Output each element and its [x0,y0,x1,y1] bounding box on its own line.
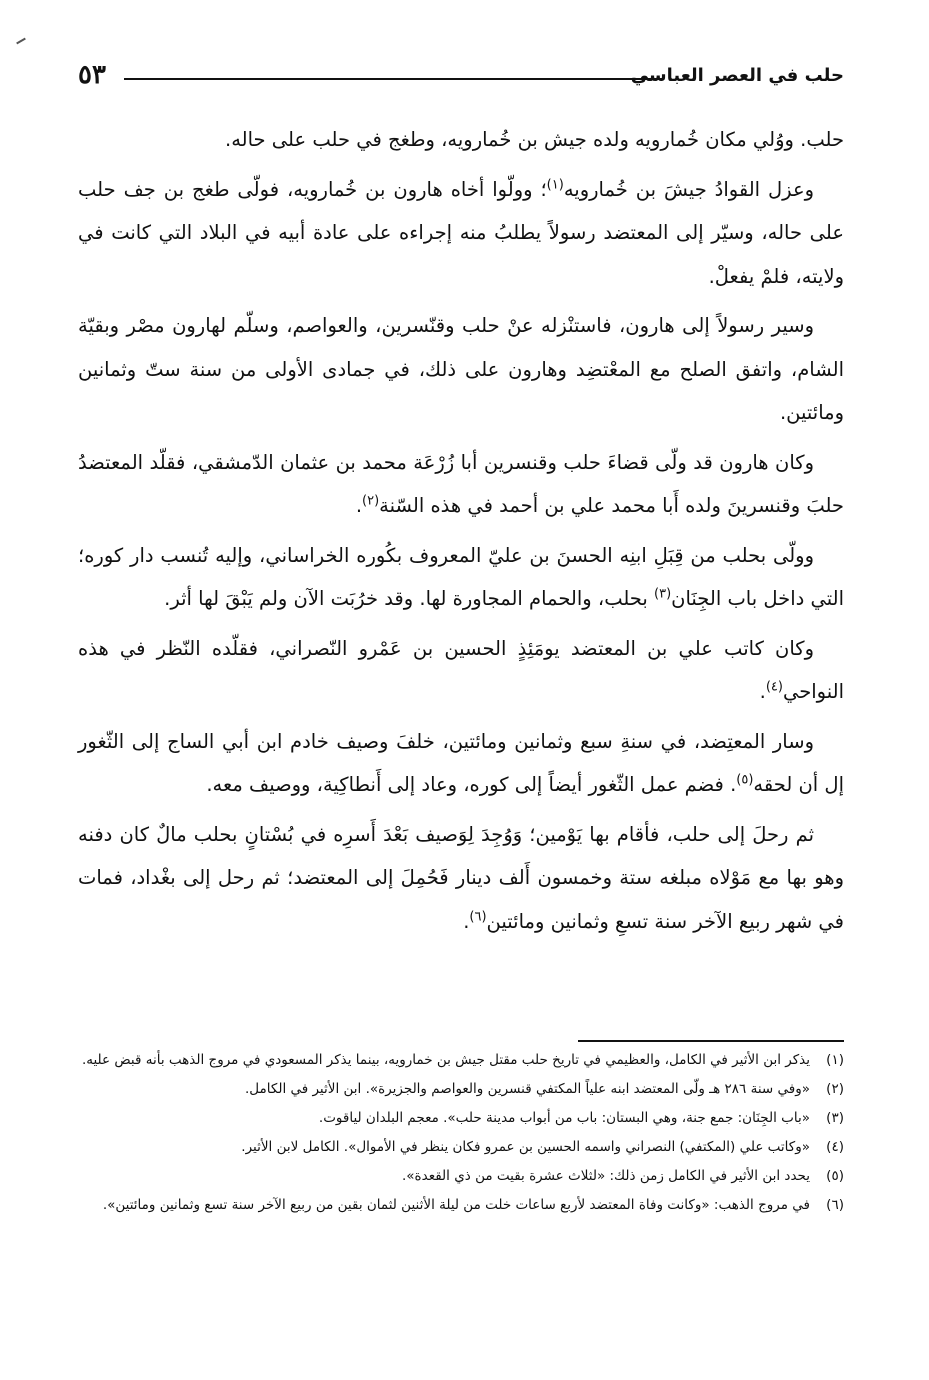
paragraph-4: وكان هارون قد ولّى قضاءَ حلب وقنسرين أبا زُرْعَة محمد بن عثمان الدّمشقي، فقلّد المعتضدُ حلبَ وقنسرينَ ولده أَبا محمد علي بن أحمد في هذه السّنة$^{(٢)}$. [78,450,844,517]
paragraph-2-part-b: ؛ وولّوا أخاه هارون بن خُمارويه، فولّى طغج بن جف حلب على حاله، وسيّر إلى المعتضد رسولاً يطلبُ منه إجراءه على عادة أبيه في البلاد التي كانت في ولايته، فلمْ يفعلْ. [78,177,844,288]
footnote-text: يذكر ابن الأثير في الكامل، والعظيمي في تاريخ حلب مقتل جيش بن خمارويه، بينما يذكر المسعودي في مروج الذهب بأنه قبض عليه. [81,1052,810,1068]
footnote-number: (٢) [826,1081,844,1097]
paragraph-3: وسير رسولاً إلى هارون، فاستنْزله عنْ حلب وقنّسرين، والعواصم، وسلّم لهارون مصْر وبقيّة الشام، واتفق الصلح مع المعْتضِد وهارون على ذلك، في جمادى الأولى من سنة ستّ وثمانين ومائتين. [78,314,844,424]
footnote-3 [78,1106,844,1131]
paragraph-2-part-a: وعزل القوادُ جيشَ بن خُمارويه [563,177,814,201]
footnote-number: (٥) [826,1168,844,1184]
footnote-1 [78,1048,844,1073]
paragraph-8: ثم رحلَ إلى حلب، فأقام بها يَوْمين؛ وَوُجِدَ لِوَصيف بَعْدَ أَسرِه في بُسْتانٍ بحلب مالٌ كان دفنه وهو بها مع مَوْلاه مبلغه ستة وخمسون أَلف دينار فَحُمِلَ إلى المعتضد؛ ثم رحل إلى بغْداد، فمات في شهر ربيع الآخر سنة تسعِ وثمانين ومائتين$^{(٦)}$. [78,822,844,933]
footnotes [78,1048,844,1222]
footnote-text: يحدد ابن الأثير في الكامل زمن ذلك: «لثلاث عشرة بقيت من ذي القعدة». [402,1168,810,1184]
footnote-number: (٦) [826,1197,844,1213]
footnote-ref-3[interactable]: (٣) [654,586,672,602]
footnote-ref-6[interactable]: (٦) [469,909,487,924]
footnote-2 [78,1077,844,1102]
footnote-5 [78,1164,844,1189]
paragraph-6: وكان كاتب علي بن المعتضد يومَئِذٍ الحسين بن عَمْرو النّصراني، فقلّده النّظر في هذه النواحي$^{(٤)}$. [78,636,844,703]
sentence-end: . [759,680,766,703]
footnote-6 [78,1193,844,1218]
scan-mark [16,38,26,45]
footnote-ref-2[interactable]: (٢) [362,493,380,509]
footnote-ref-4[interactable]: (٤) [765,679,783,695]
sentence-end: . [463,909,470,933]
footnote-number: (٣) [826,1110,844,1126]
paragraph-7: وسار المعتِضد، في سنةِ سبع وثمانين ومائتين، خلفَ وصيف خادم ابن أبي الساج إلى الثّغور إل أن لحقه$^{(٥)}$. فضم عمل الثّغور أيضاً إلى كوره، وعاد إلى أَنطاكِية، ووصيف معه. [78,729,844,796]
footnote-text: في مروج الذهب: «وكانت وفاة المعتضد لأربع ساعات خلت من ليلة الأثنين لثمان بقين من ربيع الآخر سنة تسع وثمانين ومائتين». [102,1197,810,1213]
footnote-divider [578,1040,844,1042]
sentence-end: . [355,494,363,517]
running-title: حلب في العصر العباسي [630,65,844,86]
footnote-ref-5[interactable]: (٥) [736,772,754,788]
footnote-number: (١) [826,1052,844,1068]
running-header [78,58,844,98]
footnote-text: «وفي سنة ٢٨٦ هـ ولّى المعتضد ابنه علياً المكتفي قنسرين والعواصم والجزيرة». ابن الأثير في الكامل. [245,1081,810,1097]
footnote-4 [78,1135,844,1160]
footnote-number: (٤) [826,1139,844,1155]
header-rule [124,78,664,80]
paragraph-1: حلب. ووُلي مكان خُمارويه ولده جيش بن خُمارويه، وطغج في حلب على حاله. [225,128,844,151]
body-text [78,118,844,949]
paragraph-5: وولّى بحلب من قِبَلِ ابنِه الحسنَ بن عليّ المعروف بكُوره الخراساني، وإليه تُنسب دار كوره؛ التي داخل باب الجِنَان$^{(٣)}$ بحلب، والحمام المجاورة لها. وقد خرُبَت الآن ولم يَبْقَ لها أثر. [78,543,844,610]
page-number: ٥٣ [78,60,106,90]
footnote-ref-1[interactable]: (١) [546,177,564,192]
footnote-text: «وكاتب علي (المكتفي) النصراني واسمه الحسين بن عمرو فكان ينظر في الأموال». الكامل لابن الأثير. [241,1139,810,1155]
footnote-text: «باب الجِنَان: جمع جنة، وهي البستان: باب من أبواب مدينة حلب». معجم البلدان لياقوت. [318,1110,810,1126]
paragraph-2 [78,168,844,299]
